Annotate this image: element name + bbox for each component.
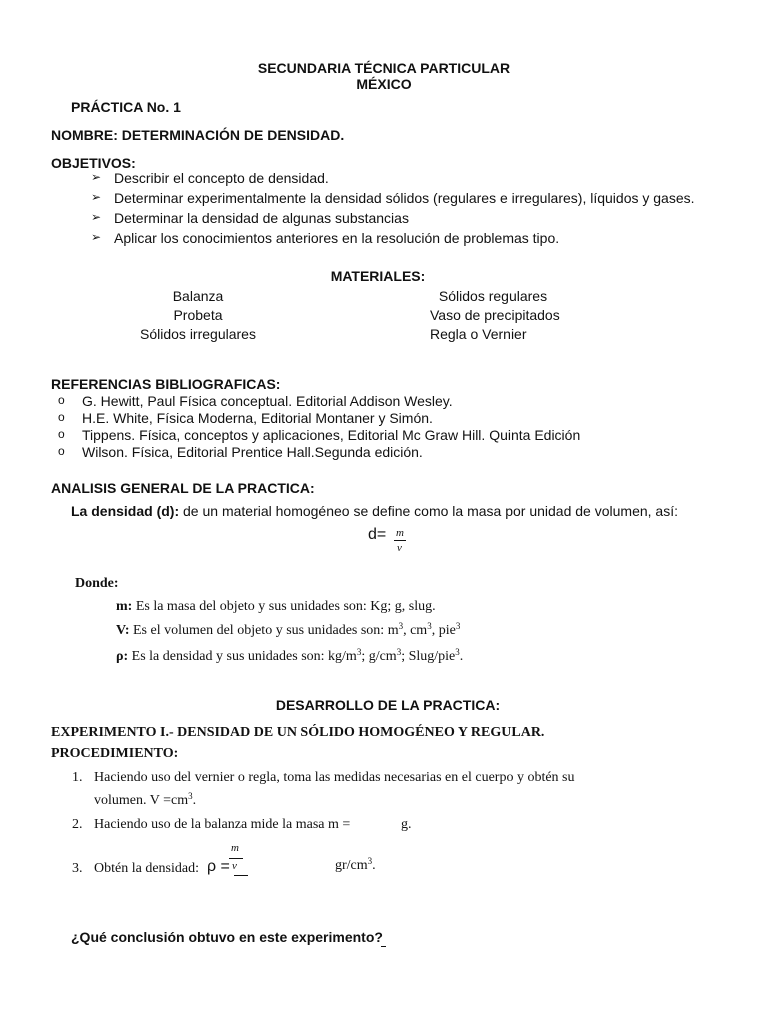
answer-underline [234, 875, 248, 876]
analysis-title: ANALISIS GENERAL DE LA PRACTICA: [51, 480, 315, 496]
step-3-unit: $gr/cm^3$. [335, 856, 376, 873]
answer-line[interactable] [381, 946, 386, 947]
step-number: 2. [72, 817, 83, 832]
arrow-bullet-icon: ➢ [91, 210, 102, 224]
volume-definition: V: Es el volumen del objeto y sus unidades son: $m^3$, $cm^3$, pie$^3$ [116, 621, 461, 638]
step-1-text: Haciendo uso del vernier o regla, toma las medidas necesarias en el cuerpo y obtén su [94, 770, 575, 785]
material-item: Regla o Vernier [430, 326, 527, 342]
step-3-text: Obtén la densidad: [94, 861, 199, 876]
material-item: Vaso de precipitados [430, 307, 560, 323]
arrow-bullet-icon: ➢ [91, 170, 102, 184]
practice-name: NOMBRE: DETERMINACIÓN DE DENSIDAD. [51, 127, 345, 143]
references-title: REFERENCIAS BIBLIOGRAFICAS: [51, 376, 281, 392]
objectives-title: OBJETIVOS: [51, 155, 136, 171]
circle-bullet-icon: o [58, 427, 65, 441]
circle-bullet-icon: o [58, 410, 65, 424]
material-item: Sólidos irregulares [140, 326, 256, 342]
country-title: MÉXICO [356, 76, 412, 92]
density-definition: La densidad (d): de un material homogéneo se define como la masa por unidad de volumen, así: [71, 503, 678, 519]
fraction-bar [229, 858, 243, 859]
step-number: 1. [72, 770, 83, 785]
circle-bullet-icon: o [58, 444, 65, 458]
procedure-title: PROCEDIMIENTO: [51, 746, 179, 761]
practice-number: PRÁCTICA No. 1 [71, 99, 181, 115]
mass-definition: m: Es la masa del objeto y sus unidades son: Kg; g, slug. [116, 599, 436, 614]
material-item: Balanza [172, 288, 224, 304]
step-1-volume: volumen. $V =cm^3$. [94, 791, 197, 808]
step-2-unit: g. [401, 817, 412, 832]
fraction-bar [394, 540, 406, 541]
arrow-bullet-icon: ➢ [91, 230, 102, 244]
school-title: SECUNDARIA TÉCNICA PARTICULAR [257, 60, 511, 76]
step-number: 3. [72, 861, 83, 876]
materials-title: MATERIALES: [330, 268, 426, 284]
development-title: DESARROLLO DE LA PRACTICA: [275, 697, 501, 713]
step-2-text: Haciendo uso de la balanza mide la masa m = [94, 817, 351, 832]
circle-bullet-icon: o [58, 393, 65, 407]
material-item: Probeta [173, 307, 223, 323]
density-units-definition: ρ: Es la densidad y sus unidades son: $kg/m^3$; $g/cm^3$; Slug/pie$^3$. [116, 647, 464, 664]
conclusion-question: ¿Qué conclusión obtuvo en este experimento? [71, 929, 383, 945]
material-item: Sólidos regulares [438, 288, 548, 304]
experiment-title: EXPERIMENTO I.- DENSIDAD DE UN SÓLIDO HOMOGÉNEO Y REGULAR. [51, 725, 545, 740]
arrow-bullet-icon: ➢ [91, 190, 102, 204]
donde-label: Donde: [75, 576, 119, 591]
